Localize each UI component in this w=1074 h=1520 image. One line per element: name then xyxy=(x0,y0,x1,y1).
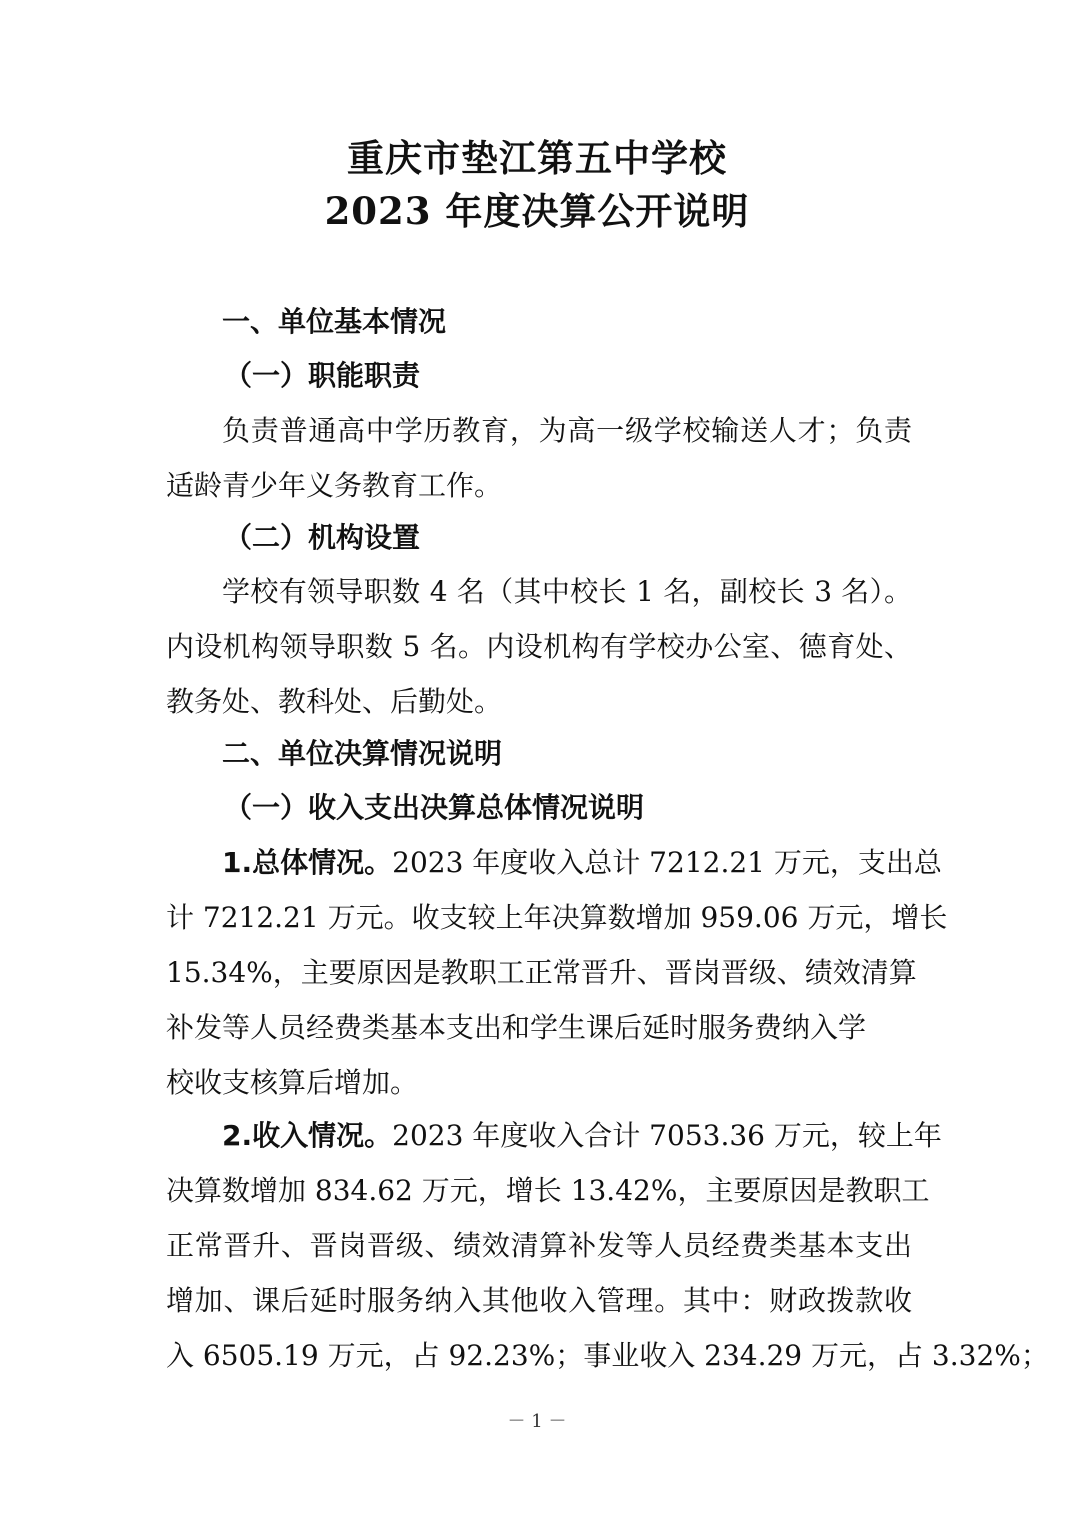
overall-label: 1.总体情况。 xyxy=(222,846,393,879)
subsection-heading-organization: （二）机构设置 xyxy=(224,521,421,554)
section-heading-final-accounts: 二、单位决算情况说明 xyxy=(222,737,503,770)
document-title-line2: 2023 年度决算公开说明 xyxy=(324,189,750,233)
paragraph-line: 入 6505.19 万元，占 92.23%；事业收入 234.29 万元，占 3.32%； xyxy=(166,1339,1049,1372)
paragraph-line: 适龄青少年义务教育工作。 xyxy=(166,469,503,502)
paragraph-line: 15.34%，主要原因是教职工正常晋升、晋岗晋级、绩效清算 xyxy=(166,956,917,989)
page-number: － 1 － xyxy=(507,1411,567,1432)
paragraph-line: 校收支核算后增加。 xyxy=(166,1066,419,1099)
paragraph-line: 补发等人员经费类基本支出和学生课后延时服务费纳入学 xyxy=(166,1011,867,1044)
overall-text: 2023 年度收入总计 7212.21 万元，支出总 xyxy=(392,846,942,879)
paragraph-line-income-first xyxy=(222,1109,942,1163)
paragraph-line: 学校有领导职数 4 名（其中校长 1 名，副校长 3 名）。 xyxy=(222,575,912,608)
paragraph-line: 决算数增加 834.62 万元，增长 13.42%，主要原因是教职工 xyxy=(166,1174,930,1207)
income-label: 2.收入情况。 xyxy=(222,1119,393,1152)
paragraph-line: 负责普通高中学历教育，为高一级学校输送人才；负责 xyxy=(222,414,912,447)
paragraph-line: 教务处、教科处、后勤处。 xyxy=(166,685,503,718)
subsection-heading-income-expense-overview: （一）收入支出决算总体情况说明 xyxy=(224,791,645,824)
paragraph-line-overall-first xyxy=(222,836,942,890)
paragraph-line: 增加、课后延时服务纳入其他收入管理。其中：财政拨款收 xyxy=(166,1284,912,1317)
subsection-heading-duties: （一）职能职责 xyxy=(224,359,421,392)
income-text: 2023 年度收入合计 7053.36 万元，较上年 xyxy=(392,1119,942,1152)
document-title-line1: 重庆市垫江第五中学校 xyxy=(347,136,727,180)
paragraph-line: 内设机构领导职数 5 名。内设机构有学校办公室、德育处、 xyxy=(166,630,912,663)
paragraph-line: 计 7212.21 万元。收支较上年决算数增加 959.06 万元，增长 xyxy=(166,901,948,934)
section-heading-basic-info: 一、单位基本情况 xyxy=(222,305,447,338)
paragraph-line: 正常晋升、晋岗晋级、绩效清算补发等人员经费类基本支出 xyxy=(166,1229,912,1262)
